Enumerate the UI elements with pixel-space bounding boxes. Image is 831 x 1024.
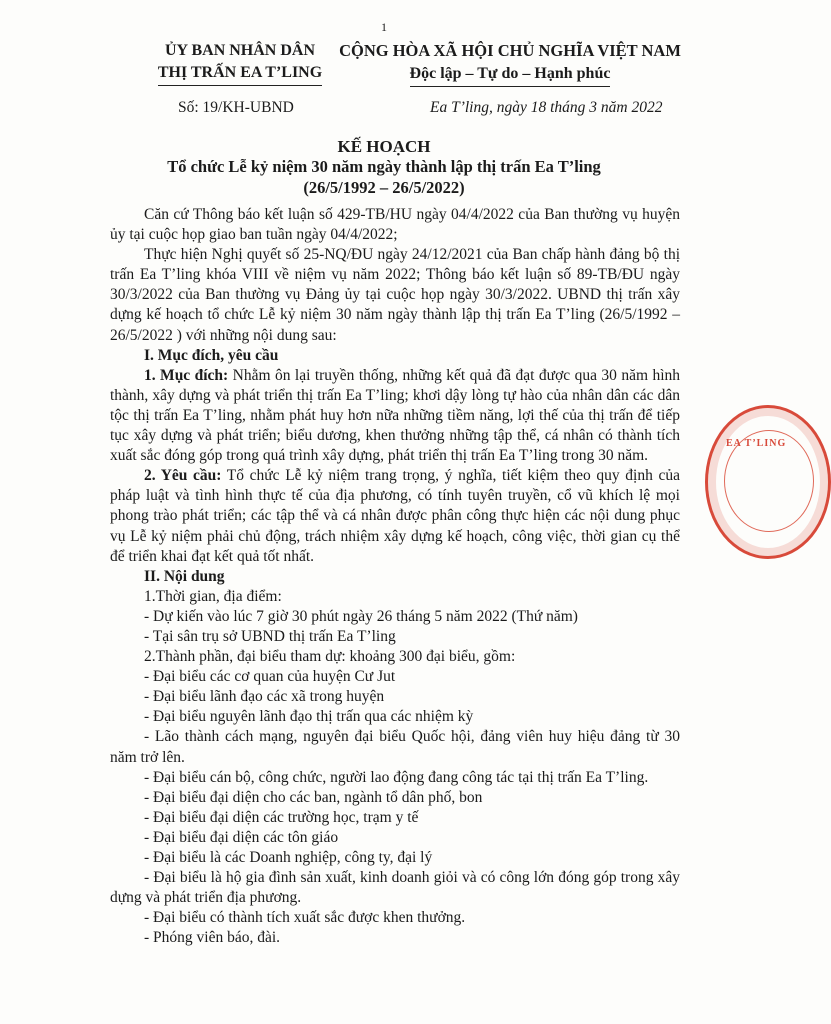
issuing-authority <box>140 40 340 86</box>
list-item: - Đại biểu lãnh đạo các xã trong huyện <box>144 688 385 706</box>
motto-line1: CỘNG HÒA XÃ HỘI CHỦ NGHĨA VIỆT NAM <box>339 41 681 60</box>
list-item: - Đại biểu các cơ quan của huyện Cư Jut <box>144 668 396 686</box>
paragraph-label: 1. Mục đích: <box>144 366 229 384</box>
list-item: - Đại biểu là hộ gia đình sản xuất, kinh doanh giỏi và có công lớn đóng góp trong xây dựng và phát triển địa phương. <box>110 869 680 907</box>
list-item: - Dự kiến vào lúc 7 giờ 30 phút ngày 26 tháng 5 năm 2022 (Thứ năm) <box>144 607 578 625</box>
paragraph: Căn cứ Thông báo kết luận số 429-TB/HU ngày 04/4/2022 của Ban thường vụ huyện ủy tại cuộc họp giao ban tuần ngày 04/4/2022; <box>110 206 680 244</box>
list-item: 1.Thời gian, địa điểm: <box>144 587 282 605</box>
doc-date-range: (26/5/1992 – 26/5/2022) <box>303 178 465 197</box>
document-body <box>110 205 680 948</box>
authority-line1: ỦY BAN NHÂN DÂN <box>164 42 316 59</box>
list-item: - Đại biểu nguyên lãnh đạo thị trấn qua các nhiệm kỳ <box>144 708 474 726</box>
list-item: - Đại biểu là các Doanh nghiệp, công ty, đại lý <box>144 849 433 866</box>
national-motto <box>330 40 690 87</box>
list-item: 2.Thành phần, đại biểu tham dự: khoảng 300 đại biểu, gồm: <box>144 648 516 666</box>
authority-line2: THỊ TRẤN EA T’LING <box>158 62 322 86</box>
list-item: - Phóng viên báo, đài. <box>144 929 281 947</box>
paragraph-label: 2. Yêu cầu: <box>144 467 222 485</box>
list-item: - Lão thành cách mạng, nguyên đại biểu Quốc hội, đảng viên huy hiệu đảng từ 30 năm trở lên. <box>110 728 680 766</box>
paragraph <box>110 366 680 466</box>
motto-line2: Độc lập – Tự do – Hạnh phúc <box>410 63 611 87</box>
paragraph-text: Nhằm ôn lại truyền thống, những kết quả đã đạt được qua 30 năm hình thành, xây dựng và phát triển thị trấn Ea T’ling; khơi dậy lòng tự hào của nhân dân các dân tộc thị trấn Ea T’ling, nhằm phát huy hơn nữa những tiềm năng, lợi thế của thị trấn để tiếp tục xây dựng và phát triển; biểu dương, khen thưởng những tập thể, cá nhân có thành tích xuất sắc đóng góp trong quá trình xây dựng, phát triển thị trấn Ea T’ling trong 30 năm. <box>110 366 680 465</box>
list-item: - Đại biểu đại diện các trường học, trạm y tế <box>144 808 419 826</box>
list-item: - Đại biểu đại diện các tôn giáo <box>144 828 339 846</box>
list-item: - Đại biểu cán bộ, công chức, người lao động đang công tác tại thị trấn Ea T’ling. <box>144 768 649 786</box>
doc-subtitle: Tổ chức Lễ kỷ niệm 30 năm ngày thành lập thị trấn Ea T’ling <box>167 157 601 176</box>
paragraph <box>110 466 680 566</box>
list-item: - Tại sân trụ sở UBND thị trấn Ea T’ling <box>144 627 396 645</box>
page-number: 1 <box>381 20 387 34</box>
document-number: Số: 19/KH-UBND <box>178 99 294 116</box>
paragraph-text: Tổ chức Lễ kỷ niệm trang trọng, ý nghĩa, tiết kiệm theo quy định của pháp luật và tình hình thực tế của địa phương, có tính tuyên truyền, cổ vũ khích lệ mọi phong trào phát triển; các tập thể và cá nhân được phân công thực hiện các nội dung phục vụ Lễ kỷ niệm phải chủ động, trách nhiệm xây dựng kế hoạch, công việc, thời gian cụ thể để triển khai đạt kết quả tốt nhất. <box>110 467 681 565</box>
seal-text: EA T’LING <box>726 438 787 449</box>
list-item: - Đại biểu có thành tích xuất sắc được khen thưởng. <box>144 909 466 927</box>
place-date: Ea T’ling, ngày 18 tháng 3 năm 2022 <box>430 99 663 116</box>
section-heading: II. Nội dung <box>144 567 225 585</box>
doc-title: KẾ HOẠCH <box>337 137 431 156</box>
list-item: - Đại biểu đại diện cho các ban, ngành tổ dân phố, bon <box>144 788 483 806</box>
paragraph: Thực hiện Nghị quyết số 25-NQ/ĐU ngày 24/12/2021 của Ban chấp hành đảng bộ thị trấn Ea T’ling khóa VIII về niệm vụ năm 2022; Thông báo kết luận số 89-TB/ĐU ngày 30/3/2022 của Ban thường vụ Đảng ủy tại cuộc họp ngày 30/3/2022. UBND thị trấn xây dựng kế hoạch tổ chức Lễ kỷ niệm 30 năm ngày thành lập thị trấn Ea T’ling (26/5/1992 – 26/5/2022 ) với những nội dung sau: <box>110 246 680 344</box>
official-seal <box>705 405 831 559</box>
section-heading: I. Mục đích, yêu cầu <box>144 346 279 364</box>
